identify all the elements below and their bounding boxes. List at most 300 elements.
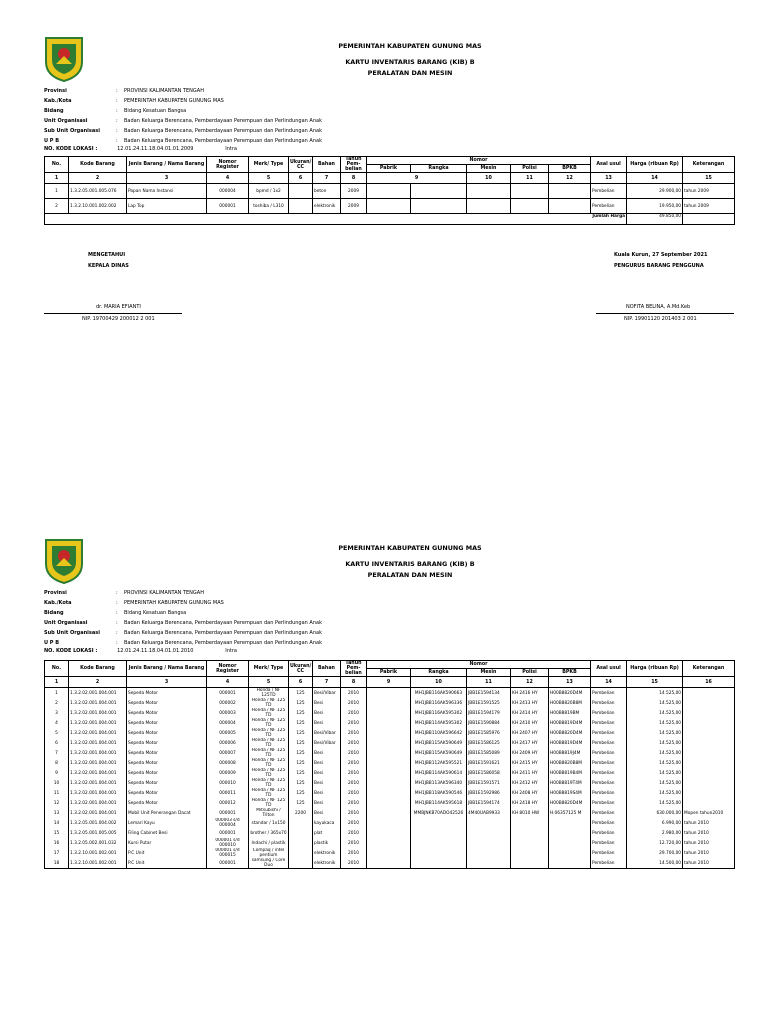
col-number: 12 — [511, 677, 549, 688]
cell-asal: Pembelian — [591, 184, 627, 199]
cell-nama: Sepeda Motor — [127, 738, 207, 748]
cell-no: 13 — [45, 808, 69, 818]
table-row — [45, 838, 735, 848]
header-kib-title: KARTU INVENTARIS BARANG (KIB) B — [345, 58, 475, 66]
cell-mesin: JBB1E1591571 — [467, 778, 511, 788]
col-kode: Kode Barang — [69, 157, 127, 173]
table-row — [45, 708, 735, 718]
cell-pabrik — [367, 788, 411, 798]
cell-cc — [289, 184, 313, 199]
cell-merk: Indachi / plastik — [249, 838, 289, 848]
cell-polisi: KH 2410 HY — [511, 718, 549, 728]
cell-cc: 125 — [289, 778, 313, 788]
cell-asal: Pembelian — [591, 828, 627, 838]
cell-kode: 1.3.2.02.001.004.001 — [69, 688, 127, 699]
cell-ket: tahun 2010 — [683, 818, 735, 828]
col-number: 8 — [341, 173, 367, 184]
col-kode: Kode Barang — [69, 661, 127, 677]
cell-tahun: 2009 — [341, 199, 367, 214]
cell-harga: 14.525,00 — [627, 748, 683, 758]
cell-bahan: elektronik — [313, 199, 341, 214]
cell-tahun: 2010 — [341, 758, 367, 768]
kode-lokasi-value: 12.01.24.11.18.04.01.01.2009 — [117, 146, 194, 152]
cell-no: 11 — [45, 788, 69, 798]
cell-rangka: MH1JBB112AK595521 — [411, 758, 467, 768]
cell-bahan: Besi/Vibar — [313, 728, 341, 738]
col-number: 3 — [127, 173, 207, 184]
cell-register: 000004 — [207, 184, 249, 199]
header-government: PEMERINTAH KABUPATEN GUNUNG MAS — [338, 544, 482, 552]
cell-tahun: 2010 — [341, 698, 367, 708]
cell-polisi: KH 2413 HY — [511, 698, 549, 708]
cell-bpkb: H00B8819B4M — [549, 768, 591, 778]
cell-register: 000006 — [207, 738, 249, 748]
cell-bpkb: H00B8819D4M — [549, 718, 591, 728]
cell-polisi: KH 2407 HY — [511, 728, 549, 738]
col-number: 14 — [591, 677, 627, 688]
cell-harga: 29.700,00 — [627, 848, 683, 858]
cell-rangka: MH1JBB115AK590649 — [411, 738, 467, 748]
cell-rangka — [411, 848, 467, 858]
cell-bpkb: H00B8820B8M — [549, 758, 591, 768]
cell-ket — [683, 798, 735, 808]
cell-kode: 1.3.2.02.001.004.001 — [69, 748, 127, 758]
cell-bpkb — [549, 184, 591, 199]
cell-pabrik — [367, 728, 411, 738]
cell-asal: Pembelian — [591, 858, 627, 869]
col-number: 5 — [249, 173, 289, 184]
col-polisi: Polisi — [511, 165, 549, 173]
col-bahan: Bahan — [313, 157, 341, 173]
info-value: Badan Keluarga Berencana, Pemberdayaan Perempuan dan Perlindungan Anak — [124, 620, 322, 626]
cell-nama: Filing Cabinet Besi — [127, 828, 207, 838]
cell-bahan: Besi/Vibar — [313, 688, 341, 699]
cell-register: 000007 — [207, 748, 249, 758]
cell-nama: Sepeda Motor — [127, 718, 207, 728]
cell-polisi — [511, 184, 549, 199]
cell-cc — [289, 848, 313, 858]
cell-kode: 1.3.2.02.001.004.001 — [69, 728, 127, 738]
cell-merk: toshiba / L310 — [249, 199, 289, 214]
cell-merk: standar / 1x150 — [249, 818, 289, 828]
cell-tahun: 2010 — [341, 788, 367, 798]
cell-harga: 14.525,00 — [627, 738, 683, 748]
cell-rangka — [411, 828, 467, 838]
col-number: 4 — [207, 173, 249, 184]
cell-ket — [683, 728, 735, 738]
cell-bahan: Besi — [313, 788, 341, 798]
cell-ket: tahun 2010 — [683, 858, 735, 869]
table-row — [45, 758, 735, 768]
total-row — [45, 214, 735, 225]
kode-lokasi-label: NO. KODE LOKASI — [44, 648, 94, 654]
header-kib-title: KARTU INVENTARIS BARANG (KIB) B — [345, 560, 475, 568]
cell-register: 000002 — [207, 698, 249, 708]
cell-bahan: Besi — [313, 798, 341, 808]
cell-pabrik — [367, 199, 411, 214]
table-row — [45, 798, 735, 808]
cell-mesin: JBB1E1594174 — [467, 798, 511, 808]
cell-asal: Pembelian — [591, 768, 627, 778]
cell-tahun: 2010 — [341, 808, 367, 818]
cell-merk: Honda / NF 125 TD — [249, 728, 289, 738]
col-mesin: Mesin — [467, 669, 511, 677]
cell-kode: 1.3.2.02.001.004.001 — [69, 768, 127, 778]
col-bpkb: BPKB — [549, 165, 591, 173]
info-value: Badan Keluarga Berencana, Pemberdayaan Perempuan dan Perlindungan Anak — [124, 128, 322, 134]
cell-bpkb — [549, 838, 591, 848]
cell-bpkb — [549, 818, 591, 828]
cell-bpkb: H00B8819D4M — [549, 738, 591, 748]
cell-bpkb: H00B8819BM — [549, 708, 591, 718]
cell-polisi — [511, 199, 549, 214]
sig-left-nip: NIP. 19700429 200012 2 001 — [82, 316, 155, 322]
col-number: 14 — [627, 173, 683, 184]
col-harga: Harga (ribuan Rp) — [627, 157, 683, 173]
cell-polisi: KH 2411 HY — [511, 768, 549, 778]
cell-cc: 125 — [289, 728, 313, 738]
col-polisi: Polisi — [511, 669, 549, 677]
cell-tahun: 2010 — [341, 748, 367, 758]
cell-bahan: Besi — [313, 758, 341, 768]
sig-left-title1: MENGETAHUI — [88, 252, 126, 258]
table-row — [45, 848, 735, 858]
table-row — [45, 738, 735, 748]
info-value: Badan Keluarga Berencana, Pemberdayaan Perempuan dan Perlindungan Anak — [124, 118, 322, 124]
table-row — [45, 828, 735, 838]
cell-harga: 14.525,00 — [627, 718, 683, 728]
cell-kode: 1.3.2.02.001.004.001 — [69, 808, 127, 818]
intra-label: Intra — [225, 146, 237, 152]
table-row — [45, 788, 735, 798]
cell-nama: Papan Nama Instansi — [127, 184, 207, 199]
sig-right-date: Kuala Kurun, 27 September 2021 — [614, 252, 708, 258]
table-row — [45, 718, 735, 728]
cell-bahan: Besi — [313, 718, 341, 728]
cell-mesin — [467, 838, 511, 848]
table-row — [45, 818, 735, 828]
cell-merk: Honda / NF 125 TD — [249, 798, 289, 808]
table-row — [45, 688, 735, 699]
cell-cc: 125 — [289, 718, 313, 728]
cell-kode: 1.3.2.10.001.002.001 — [69, 848, 127, 858]
cell-polisi — [511, 858, 549, 869]
cell-asal: Pembelian — [591, 758, 627, 768]
cell-bahan: elektronik — [313, 858, 341, 869]
cell-asal: Pembelian — [591, 838, 627, 848]
col-number: 3 — [127, 677, 207, 688]
col-nomor: Nomor — [367, 157, 591, 165]
gunung-mas-emblem-icon — [44, 34, 84, 82]
cell-kode: 1.3.2.10.001.002.002 — [69, 199, 127, 214]
cell-ket: tahun 2010 — [683, 838, 735, 848]
cell-nama: Sepeda Motor — [127, 728, 207, 738]
cell-bpkb: H.06357125 M — [549, 808, 591, 818]
cell-asal: Pembelian — [591, 798, 627, 808]
cell-pabrik — [367, 778, 411, 788]
cell-harga: 14.525,00 — [627, 768, 683, 778]
cell-mesin — [467, 818, 511, 828]
cell-harga: 14.525,00 — [627, 688, 683, 699]
cell-mesin — [467, 199, 511, 214]
col-register: Nomor Register — [207, 157, 249, 173]
col-cc: Ukuran/ CC — [289, 157, 313, 173]
info-value: PROVINSI KALIMANTAN TENGAH — [124, 590, 204, 596]
info-label: Kab./Kota — [44, 98, 72, 104]
info-label: Unit Organisasi — [44, 118, 88, 124]
cell-tahun: 2009 — [341, 184, 367, 199]
cell-tahun: 2010 — [341, 708, 367, 718]
cell-no: 14 — [45, 818, 69, 828]
col-number: 5 — [249, 677, 289, 688]
info-value: PROVINSI KALIMANTAN TENGAH — [124, 88, 204, 94]
cell-rangka: MH1JBB113AK596340 — [411, 778, 467, 788]
cell-no: 3 — [45, 708, 69, 718]
cell-no: 7 — [45, 748, 69, 758]
cell-rangka: MH1JBB114AK595618 — [411, 798, 467, 808]
sig-right-title: PENGURUS BARANG PENGGUNA — [614, 263, 704, 269]
cell-mesin: 4M40UAB9933 — [467, 808, 511, 818]
info-label: Provinsi — [44, 88, 67, 94]
cell-bpkb: H00B8820D4M — [549, 728, 591, 738]
cell-register: 000001 s/d 000015 — [207, 848, 249, 858]
col-register: Nomor Register — [207, 661, 249, 677]
cell-register: 000001 — [207, 858, 249, 869]
info-label: Sub Unit Organisasi — [44, 630, 100, 636]
cell-kode: 1.3.2.05.001.005.076 — [69, 184, 127, 199]
cell-ket: tahun 2009 — [683, 184, 735, 199]
cell-tahun: 2010 — [341, 728, 367, 738]
cell-ket: tahun 2010 — [683, 828, 735, 838]
sig-right-name: NOFITA BELINA, A.Md.Keb — [626, 304, 691, 310]
col-number: 1 — [45, 173, 69, 184]
cell-nama: Sepeda Motor — [127, 748, 207, 758]
cell-tahun: 2010 — [341, 718, 367, 728]
cell-harga: 14.525,00 — [627, 728, 683, 738]
cell-no: 18 — [45, 858, 69, 869]
cell-mesin: JBB1E1586125 — [467, 738, 511, 748]
cell-bahan: Besi — [313, 698, 341, 708]
cell-kode: 1.3.2.02.001.004.001 — [69, 738, 127, 748]
cell-tahun: 2010 — [341, 798, 367, 808]
cell-bahan: beton — [313, 184, 341, 199]
cell-cc: 2200 — [289, 808, 313, 818]
col-nama: Jenis Barang / Nama Barang — [127, 661, 207, 677]
cell-polisi: KH 2412 HY — [511, 778, 549, 788]
cell-rangka — [411, 184, 467, 199]
cell-ket — [683, 788, 735, 798]
cell-harga: 630.000,00 — [627, 808, 683, 818]
cell-harga: 6.990,00 — [627, 818, 683, 828]
cell-cc: 125 — [289, 698, 313, 708]
cell-bpkb: H00B8820B8M — [549, 698, 591, 708]
cell-mesin: JBB1E1594179 — [467, 708, 511, 718]
sig-left-name: dr. MARIA EFIANTI — [96, 304, 141, 310]
table-row — [45, 808, 735, 818]
cell-pabrik — [367, 858, 411, 869]
cell-ket — [683, 738, 735, 748]
gunung-mas-emblem-icon — [44, 536, 84, 584]
cell-bahan: Besi — [313, 808, 341, 818]
cell-kode: 1.3.2.02.001.004.001 — [69, 778, 127, 788]
cell-cc — [289, 199, 313, 214]
cell-nama: P.C Unit — [127, 858, 207, 869]
cell-bahan: plat — [313, 828, 341, 838]
col-number: 13 — [549, 677, 591, 688]
cell-pabrik — [367, 848, 411, 858]
cell-ket: Mopen tahun2010 — [683, 808, 735, 818]
table-row — [45, 858, 735, 869]
cell-ket — [683, 778, 735, 788]
kib-table-2010-body — [45, 688, 735, 869]
cell-harga: 14.525,00 — [627, 788, 683, 798]
col-number: 10 — [467, 173, 511, 184]
cell-mesin: JBB1E1591525 — [467, 698, 511, 708]
cell-cc: 125 — [289, 768, 313, 778]
cell-bpkb: H00B8819J4M — [549, 748, 591, 758]
identity-block: Provinsi : PROVINSI KALIMANTAN TENGAH Kab./Kota : PEMERINTAH KABUPATEN GUNUNG MAS Bidang : Bidang Kesatuan Bangsa Unit Organisasi : Badan Keluarga Berencana, Pemberdayaan Perempuan dan Perlindungan Anak Sub Unit Organisasi : Badan Keluarga Berencana, Pemberdayaan Perempuan dan Perlindungan Anak U P B : Badan Keluarga Berencana, Pemberdayaan Perempuan dan Perlindungan Anak — [44, 590, 322, 646]
cell-no: 10 — [45, 778, 69, 788]
cell-kode: 1.3.2.02.001.004.001 — [69, 788, 127, 798]
cell-cc — [289, 858, 313, 869]
cell-no: 16 — [45, 838, 69, 848]
col-cc: Ukuran/ CC — [289, 661, 313, 677]
cell-merk: bpmd / 1x2 — [249, 184, 289, 199]
cell-polisi — [511, 838, 549, 848]
table-row — [45, 184, 735, 199]
cell-kode: 1.3.2.02.001.004.001 — [69, 718, 127, 728]
col-tahun: Tahun Pem- belian — [341, 661, 367, 677]
table-row — [45, 728, 735, 738]
cell-ket — [683, 708, 735, 718]
col-no: No. — [45, 661, 69, 677]
col-number: 9 — [367, 173, 467, 184]
cell-ket — [683, 718, 735, 728]
cell-nama: Sepeda Motor — [127, 798, 207, 808]
cell-polisi: KH 2416 HY — [511, 688, 549, 699]
cell-pabrik — [367, 698, 411, 708]
cell-nama: P.C Unit — [127, 848, 207, 858]
cell-nama: Mobil Unit Penerangan Dacat — [127, 808, 207, 818]
cell-no: 12 — [45, 798, 69, 808]
cell-mesin — [467, 858, 511, 869]
cell-merk: Honda / NF 125TD — [249, 688, 289, 699]
cell-ket — [683, 698, 735, 708]
cell-nama: Sepeda Motor — [127, 788, 207, 798]
cell-register: 000011 — [207, 788, 249, 798]
cell-bpkb — [549, 199, 591, 214]
table-row — [45, 698, 735, 708]
info-label: U P B — [44, 138, 60, 144]
cell-nama: Lemari Kayu — [127, 818, 207, 828]
cell-merk: Honda / NF 125 TD — [249, 748, 289, 758]
col-number: 11 — [467, 677, 511, 688]
cell-bahan: Besi — [313, 748, 341, 758]
cell-rangka: MH1JBB118AK590546 — [411, 788, 467, 798]
cell-merk: Honda / NF 125 TD — [249, 718, 289, 728]
col-number: 11 — [511, 173, 549, 184]
header-government: PEMERINTAH KABUPATEN GUNUNG MAS — [338, 42, 482, 50]
info-label: Unit Organisasi — [44, 620, 88, 626]
cell-rangka: MH1JBB116AK590663 — [411, 688, 467, 699]
cell-nama: Kursi Putar — [127, 838, 207, 848]
cell-merk: Honda / NF 125 TD — [249, 768, 289, 778]
info-value: Bidang Kesatuan Bangsa — [124, 610, 187, 616]
col-pabrik: Pabrik — [367, 669, 411, 677]
cell-pabrik — [367, 738, 411, 748]
cell-merk: samsung / Core Duo — [249, 858, 289, 869]
cell-no: 5 — [45, 728, 69, 738]
table-row — [45, 778, 735, 788]
cell-merk: Honda / NF 125 TD — [249, 698, 289, 708]
cell-mesin: JBB1E1585976 — [467, 728, 511, 738]
cell-cc: 125 — [289, 788, 313, 798]
cell-rangka — [411, 838, 467, 848]
info-label: Kab./Kota — [44, 600, 72, 606]
info-value: Badan Keluarga Berencana, Pemberdayaan Perempuan dan Perlindungan Anak — [124, 138, 322, 144]
col-rangka: Rangka — [411, 165, 467, 173]
total-empty — [683, 214, 735, 225]
cell-register: 000001 s/d 000010 — [207, 838, 249, 848]
info-label: Bidang — [44, 108, 64, 114]
cell-cc: 125 — [289, 738, 313, 748]
col-number: 4 — [207, 677, 249, 688]
cell-no: 6 — [45, 738, 69, 748]
cell-ket: tahun 2010 — [683, 848, 735, 858]
kode-lokasi: NO. KODE LOKASI : 12.01.24.11.18.04.01.01.2009 Intra — [44, 146, 237, 152]
cell-asal: Pembelian — [591, 848, 627, 858]
kib-table-2009-body — [45, 184, 735, 225]
cell-tahun: 2010 — [341, 828, 367, 838]
cell-harga: 14.525,00 — [627, 698, 683, 708]
cell-cc: 125 — [289, 798, 313, 808]
cell-ket — [683, 748, 735, 758]
cell-rangka: MH1JBB116AK595302 — [411, 708, 467, 718]
cell-rangka: MH1JBB110AK596642 — [411, 728, 467, 738]
cell-mesin — [467, 184, 511, 199]
cell-no: 2 — [45, 199, 69, 214]
kode-lokasi-label: NO. KODE LOKASI — [44, 146, 94, 152]
cell-asal: Pembelian — [591, 708, 627, 718]
cell-nama: Sepeda Motor — [127, 688, 207, 699]
cell-register: 000008 — [207, 758, 249, 768]
cell-harga: 14.525,00 — [627, 708, 683, 718]
cell-merk: Mitsubishi / Triton — [249, 808, 289, 818]
cell-register: 000001 — [207, 199, 249, 214]
cell-asal: Pembelian — [591, 748, 627, 758]
cell-mesin: JBB1E1585089 — [467, 748, 511, 758]
cell-bahan: Besi/Vibar — [313, 738, 341, 748]
col-number: 2 — [69, 173, 127, 184]
cell-tahun: 2010 — [341, 778, 367, 788]
cell-harga: 14.525,00 — [627, 758, 683, 768]
cell-asal: Pembelian — [591, 808, 627, 818]
cell-harga: 19.950,00 — [627, 199, 683, 214]
table-row — [45, 768, 735, 778]
cell-rangka: MH1JBB114AK590614 — [411, 768, 467, 778]
col-merk: Merk/ Type — [249, 661, 289, 677]
cell-polisi: KH 2417 HY — [511, 738, 549, 748]
kode-lokasi: NO. KODE LOKASI : 12.01.24.11.18.04.01.01.2010 Intra — [44, 648, 237, 654]
cell-bpkb: H00B8820D4M — [549, 688, 591, 699]
kode-lokasi-value: 12.01.24.11.18.04.01.01.2010 — [117, 648, 194, 654]
cell-nama: Sepeda Motor — [127, 778, 207, 788]
cell-nama: Sepeda Motor — [127, 708, 207, 718]
cell-polisi: KH 8010 HW — [511, 808, 549, 818]
col-number: 9 — [367, 677, 411, 688]
col-ket: Keterangan — [683, 661, 735, 677]
cell-no: 2 — [45, 698, 69, 708]
